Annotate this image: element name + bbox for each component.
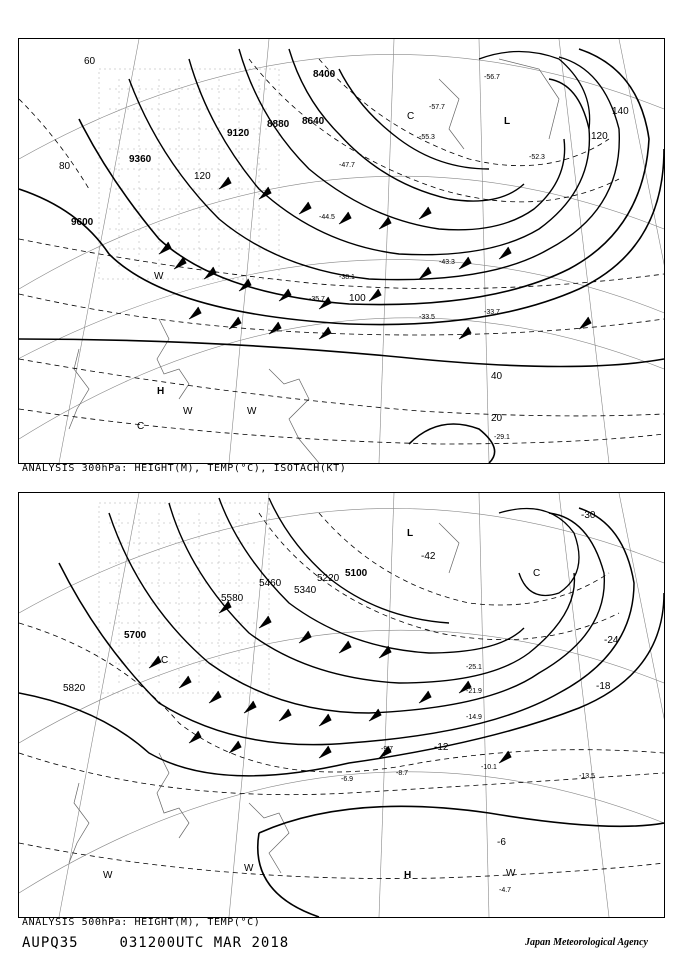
station-value: -9.7 xyxy=(381,746,394,753)
isotach-label: 20 xyxy=(491,413,503,424)
height-label: 8640 xyxy=(302,116,325,127)
temp-label: -33.7 xyxy=(484,309,500,316)
warm-center-label: W xyxy=(247,406,257,417)
graticule xyxy=(19,493,664,917)
station-value: -4.7 xyxy=(499,887,512,894)
wind-barbs xyxy=(149,601,511,763)
cold-center-label: C xyxy=(533,568,541,579)
chart-300hpa xyxy=(18,38,665,464)
height-label: 5220 xyxy=(317,573,340,584)
station-value: -13.5 xyxy=(579,773,595,780)
height-label: 8880 xyxy=(267,119,290,130)
low-center-label: L xyxy=(407,528,414,539)
temp-label: -52.3 xyxy=(529,154,545,161)
temp-label: -29.1 xyxy=(494,434,510,441)
high-center-label: H xyxy=(157,386,165,397)
cold-center-label: C xyxy=(137,421,145,432)
temp-label: -55.3 xyxy=(419,134,435,141)
wind-barbs xyxy=(159,177,591,339)
isotach-label: 80 xyxy=(59,161,71,172)
height-label: 9120 xyxy=(227,128,250,139)
temp-label: -57.7 xyxy=(429,104,445,111)
temp-label: -33.5 xyxy=(419,314,435,321)
temp-contour-label: -42 xyxy=(421,551,436,562)
map-300hpa xyxy=(19,39,664,463)
map-500hpa xyxy=(19,493,664,917)
warm-center-label: W xyxy=(103,870,113,881)
jet-hatch xyxy=(99,69,279,279)
warm-center-label: W xyxy=(154,271,164,282)
isotach-label: 40 xyxy=(491,371,503,382)
temp-contour-label: -12 xyxy=(434,742,449,753)
caption-300hpa: ANALYSIS 300hPa: HEIGHT(M), TEMP(°C), ISOTACH(KT) xyxy=(22,463,347,474)
isotach-label: 100 xyxy=(349,293,366,304)
chart-500hpa xyxy=(18,492,665,918)
chart-identifier xyxy=(22,935,289,951)
bulletin-code: AUPQ35 xyxy=(22,935,79,951)
low-center-label: L xyxy=(504,116,511,127)
isotach-label: 120 xyxy=(591,131,608,142)
station-value: -14.9 xyxy=(466,714,482,721)
height-label: 8400 xyxy=(313,69,336,80)
isotach-label: 120 xyxy=(194,171,211,182)
station-value: -8.7 xyxy=(396,770,409,777)
temp-label: -35.7 xyxy=(309,296,325,303)
temp-contour-label: -18 xyxy=(596,681,611,692)
temp-contour-label: -24 xyxy=(604,635,619,646)
temp-contour-label: -6 xyxy=(497,837,506,848)
height-label: 5820 xyxy=(63,683,86,694)
temp-label: -56.7 xyxy=(484,74,500,81)
valid-datetime: 031200UTC MAR 2018 xyxy=(119,935,290,951)
height-label: 9600 xyxy=(71,217,94,228)
height-label: 5580 xyxy=(221,593,244,604)
temp-label: -43.3 xyxy=(439,259,455,266)
station-value: -10.1 xyxy=(481,764,497,771)
station-value: -25.1 xyxy=(466,664,482,671)
height-label: 5700 xyxy=(124,630,147,641)
warm-center-label: W xyxy=(506,868,516,879)
isotach-label: 60 xyxy=(84,56,96,67)
high-center-label: H xyxy=(404,870,412,881)
caption-500hpa: ANALYSIS 500hPa: HEIGHT(M), TEMP(°C) xyxy=(22,917,261,928)
cold-center-label: C xyxy=(407,111,415,122)
isotach-label: 140 xyxy=(612,106,629,117)
warm-center-label: W xyxy=(183,406,193,417)
temp-label: -44.5 xyxy=(319,214,335,221)
temp-label: -47.7 xyxy=(339,162,355,169)
height-label: 5340 xyxy=(294,585,317,596)
station-value: -6.9 xyxy=(341,776,354,783)
temp-label: -38.1 xyxy=(339,274,355,281)
temp-contour-label: -30 xyxy=(581,510,596,521)
agency-name: Japan Meteorological Agency xyxy=(525,937,648,948)
cold-center-label: C xyxy=(161,655,169,666)
height-label: 9360 xyxy=(129,154,152,165)
warm-center-label: W xyxy=(244,863,254,874)
graticule xyxy=(19,39,664,463)
height-label: 5100 xyxy=(345,568,368,579)
station-value: -21.9 xyxy=(466,688,482,695)
height-label: 5460 xyxy=(259,578,282,589)
